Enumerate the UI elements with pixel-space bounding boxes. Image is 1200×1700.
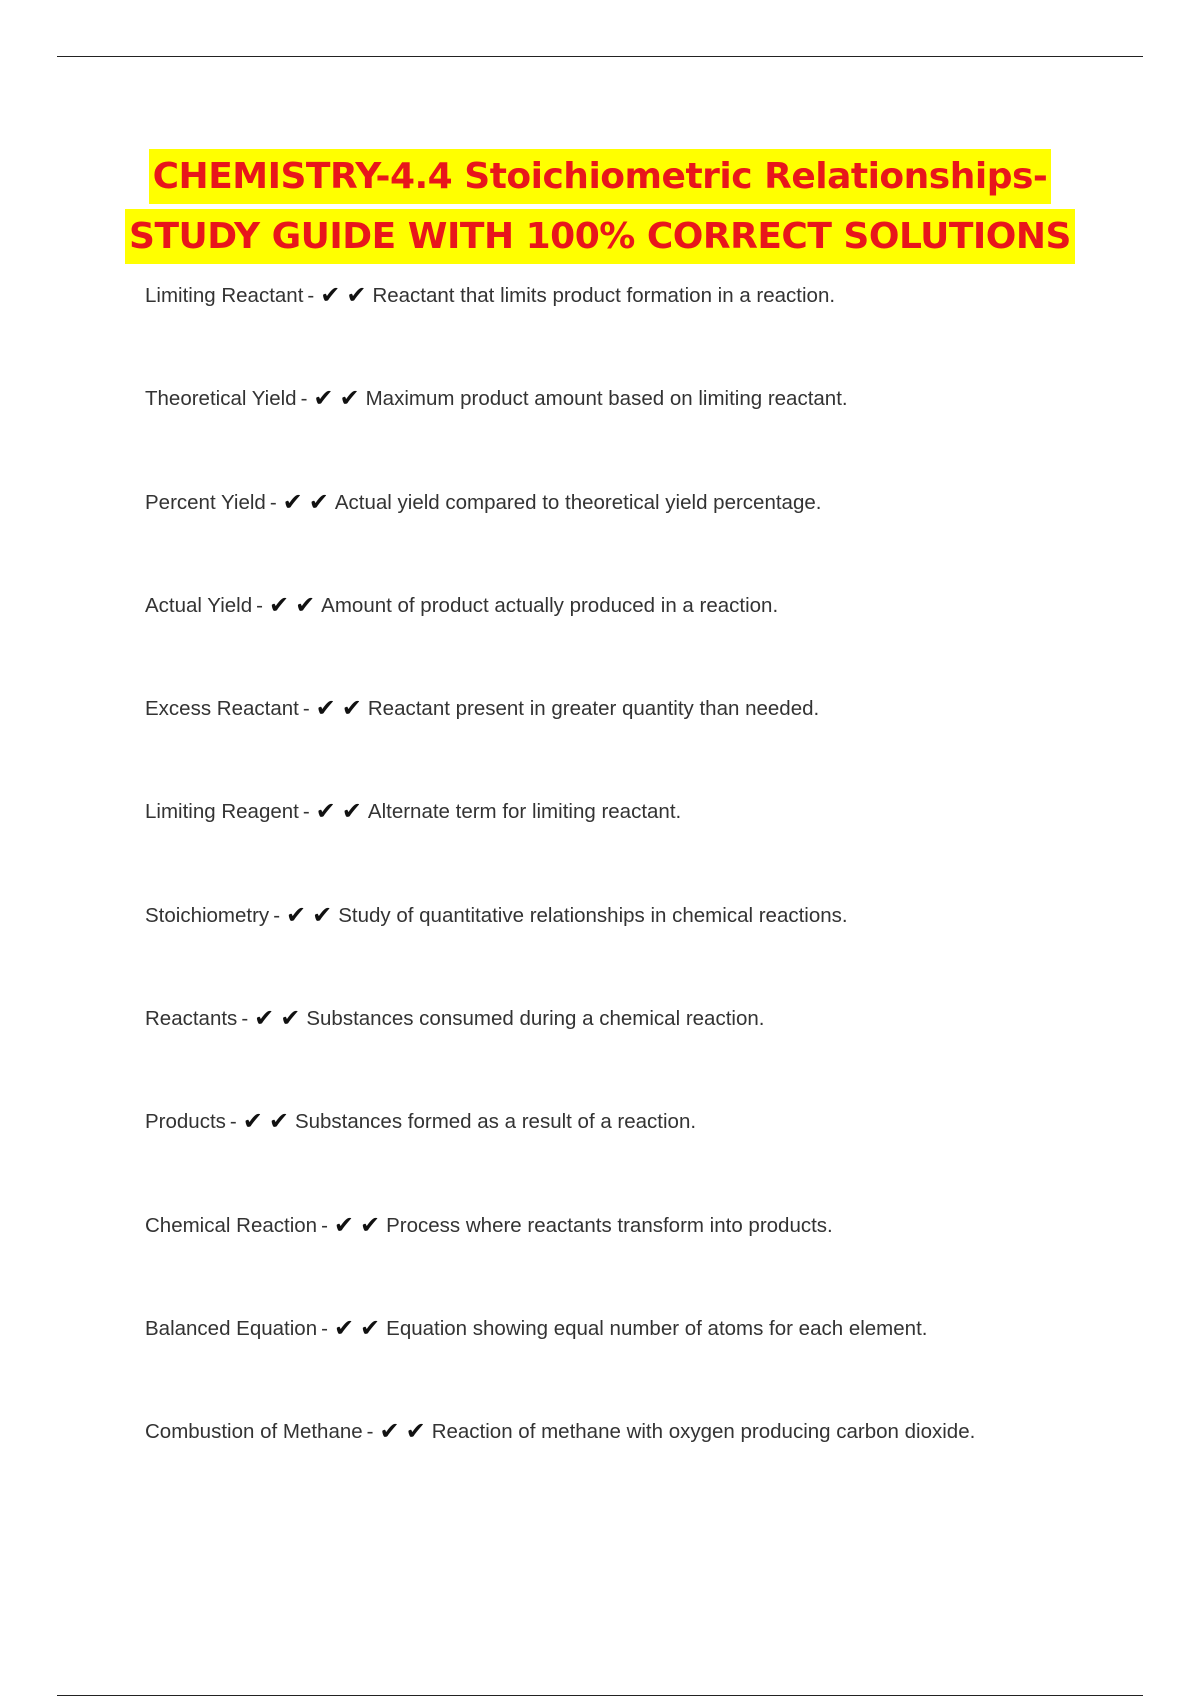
check-icon: ✔ <box>280 1005 301 1033</box>
term-label: Theoretical Yield <box>145 387 297 411</box>
check-icon: ✔ <box>286 901 307 929</box>
check-icon: ✔ <box>360 1314 381 1342</box>
term-label: Limiting Reagent <box>145 800 299 824</box>
term-label: Percent Yield <box>145 490 266 514</box>
term-definition: Reactant present in greater quantity than needed. <box>367 697 820 721</box>
term-item <box>145 794 1145 897</box>
term-item <box>145 485 1145 588</box>
check-icon: ✔ <box>254 1005 275 1033</box>
check-icon: ✔ <box>315 695 336 723</box>
term-separator: - <box>321 1213 328 1237</box>
term-separator: - <box>366 1420 374 1444</box>
check-icon: ✔ <box>333 1211 354 1239</box>
term-definition: Maximum product amount based on limiting reactant. <box>365 387 848 411</box>
term-definition: Amount of product actually produced in a reaction. <box>321 593 779 617</box>
check-icon: ✔ <box>341 798 362 826</box>
term-label: Stoichiometry <box>145 903 270 927</box>
term-item <box>145 1104 1145 1207</box>
term-item <box>145 1311 1145 1414</box>
term-item <box>145 691 1145 794</box>
term-item <box>145 1414 1145 1517</box>
check-icon: ✔ <box>339 385 360 413</box>
term-definition: Equation showing equal number of atoms for each element. <box>386 1316 928 1340</box>
term-separator: - <box>307 284 315 307</box>
term-label: Limiting Reactant <box>145 284 304 307</box>
check-icon: ✔ <box>308 488 329 516</box>
check-icon: ✔ <box>341 695 362 723</box>
check-icon: ✔ <box>360 1211 381 1239</box>
check-icon: ✔ <box>312 901 333 929</box>
check-icon: ✔ <box>333 1314 355 1342</box>
bottom-rule <box>57 1695 1143 1696</box>
term-definition: Study of quantitative relationships in chemical reactions. <box>338 903 848 927</box>
term-definition: Reactant that limits product formation in a reaction. <box>372 284 836 307</box>
check-icon: ✔ <box>315 798 336 826</box>
term-separator: - <box>273 903 281 927</box>
term-separator: - <box>321 1316 328 1340</box>
check-icon: ✔ <box>282 488 303 516</box>
term-item <box>145 1001 1145 1104</box>
top-rule <box>57 56 1143 57</box>
term-definition: Substances consumed during a chemical reaction. <box>306 1007 765 1031</box>
check-icon: ✔ <box>268 591 290 619</box>
term-label: Excess Reactant <box>145 697 299 721</box>
term-definition: Actual yield compared to theoretical yield percentage. <box>334 490 822 514</box>
document-title <box>0 148 1200 266</box>
term-separator: - <box>269 490 277 514</box>
check-icon: ✔ <box>320 282 341 309</box>
term-definition: Substances formed as a result of a reaction. <box>294 1110 697 1134</box>
title-line-2: STUDY GUIDE WITH 100% CORRECT SOLUTIONS <box>125 209 1075 264</box>
check-icon: ✔ <box>268 1108 289 1136</box>
term-separator: - <box>229 1110 237 1134</box>
term-definition: Process where reactants transform into products. <box>386 1213 833 1237</box>
term-label: Products <box>145 1110 226 1134</box>
term-separator: - <box>302 697 310 721</box>
check-icon: ✔ <box>346 282 367 309</box>
term-item <box>145 898 1145 1001</box>
check-icon: ✔ <box>313 385 334 413</box>
term-label: Combustion of Methane <box>145 1420 363 1444</box>
term-item <box>145 381 1145 484</box>
term-item <box>145 278 1145 381</box>
check-icon: ✔ <box>405 1418 426 1446</box>
term-label: Balanced Equation <box>145 1316 318 1340</box>
term-separator: - <box>300 387 308 411</box>
term-separator: - <box>302 800 310 824</box>
term-definition: Reaction of methane with oxygen producing carbon dioxide. <box>431 1420 976 1444</box>
term-label: Chemical Reaction <box>145 1213 318 1237</box>
term-item <box>145 1208 1145 1311</box>
term-label: Actual Yield <box>145 593 253 617</box>
term-item <box>145 588 1145 691</box>
check-icon: ✔ <box>379 1418 400 1446</box>
check-icon: ✔ <box>242 1108 263 1136</box>
term-separator: - <box>241 1007 249 1031</box>
term-definition: Alternate term for limiting reactant. <box>367 800 682 824</box>
title-line-1: CHEMISTRY-4.4 Stoichiometric Relationships- <box>149 149 1052 204</box>
term-separator: - <box>256 593 263 617</box>
term-list <box>145 278 1145 1518</box>
check-icon: ✔ <box>295 591 316 619</box>
term-label: Reactants <box>145 1007 238 1031</box>
